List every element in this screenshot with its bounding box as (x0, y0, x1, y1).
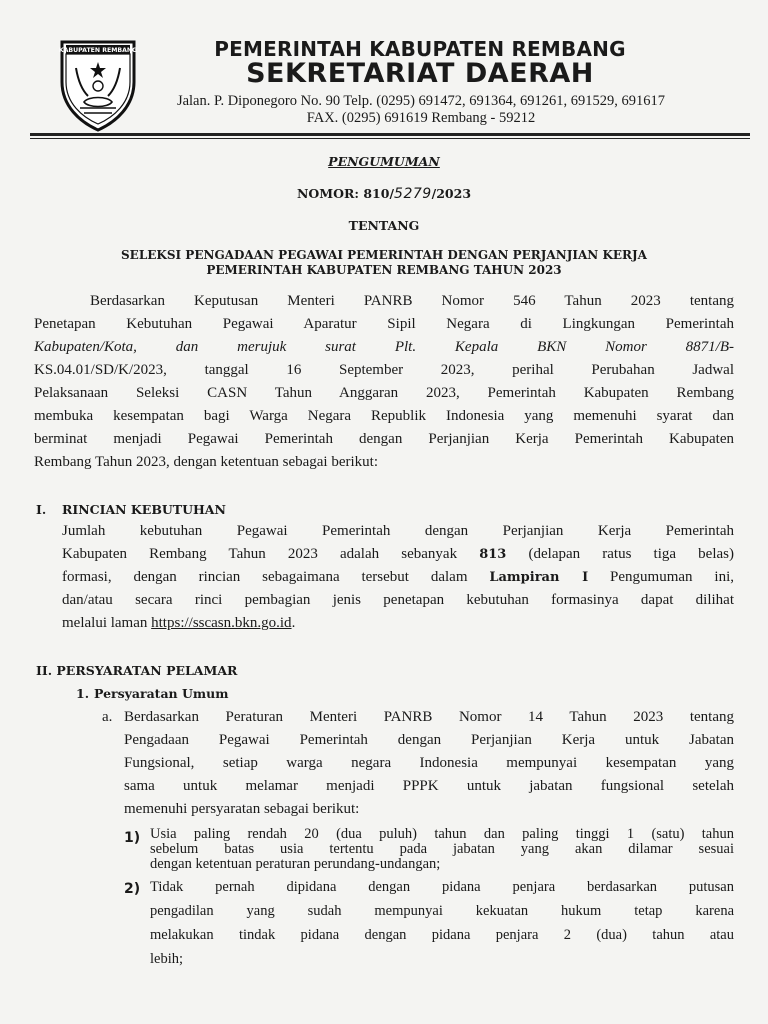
announcement-heading: PENGUMUMAN (328, 154, 440, 169)
paragraph-line: Kabupaten/Kota, dan merujuk surat Plt. Kepala BKN Nomor 8871/B- (34, 339, 734, 355)
paragraph-line: Usia paling rendah 20 (dua puluh) tahun dan paling tinggi 1 (satu) tahun (150, 826, 734, 842)
paragraph-line: berminat menjadi Pegawai Pemerintah dengan Perjanjian Kerja Pemerintah Kabupaten (34, 431, 734, 447)
section-body-rincian (62, 520, 734, 635)
paragraph-line: Jumlah kebutuhan Pegawai Pemerintah dengan Perjanjian Kerja Pemerintah (62, 523, 734, 539)
subsection-heading-umum (76, 686, 228, 701)
paragraph-line: Pelaksanaan Seleksi CASN Tahun Anggaran 2023, Pemerintah Kabupaten Rembang (34, 385, 734, 401)
section-heading-persyaratan (36, 663, 237, 678)
subsection-title: Persyaratan Umum (94, 686, 229, 701)
paragraph-line: sebelum batas usia tertentu pada jabatan yang akan dilamar sesuai (150, 841, 734, 857)
paragraph-line: dan/atau secara rinci pembagian jenis penetapan kebutuhan formasinya dapat dilihat (62, 592, 734, 608)
number-suffix: /2023 (431, 186, 472, 201)
intro-paragraph (34, 290, 734, 474)
office-fax: FAX. (0295) 691619 Rembang - 59212 (306, 110, 536, 126)
subject-line: PEMERINTAH KABUPATEN REMBANG TAHUN 2023 (206, 263, 562, 277)
list-item-a (124, 706, 734, 821)
announcement-subject (40, 248, 728, 278)
emblem-label: KABUPATEN REMBANG (58, 47, 138, 54)
paragraph-line: dengan ketentuan peraturan perundang-undangan; (150, 856, 441, 872)
section-heading-rincian (36, 502, 226, 517)
paragraph-line: Penetapan Kebutuhan Pegawai Aparatur Sipil Negara di Lingkungan Pemerintah (34, 316, 734, 332)
section-number: II. (36, 663, 53, 678)
subject-line: SELEKSI PENGADAAN PEGAWAI PEMERINTAH DENGAN PERJANJIAN KERJA (121, 248, 647, 262)
paragraph-line: pengadilan yang sudah mempunyai kekuatan hukum tetap karena (150, 903, 734, 919)
letterhead-divider (30, 133, 750, 136)
handwritten-number: 5279 (394, 186, 432, 202)
regency-emblem-icon (58, 38, 138, 132)
section-title: PERSYARATAN PELAMAR (56, 663, 238, 678)
paragraph-line: Rembang Tahun 2023, dengan ketentuan sebagai berikut: (34, 454, 378, 470)
list-label: 1) (124, 830, 141, 846)
list-label: 2) (124, 881, 141, 897)
paragraph-line: melalui laman https://sscasn.bkn.go.id. (62, 615, 296, 631)
paragraph-line: Kabupaten Rembang Tahun 2023 adalah sebanyak 813 (delapan ratus tiga belas) (62, 546, 734, 562)
office-name: SEKRETARIAT DAERAH (246, 58, 594, 89)
paragraph-line: Berdasarkan Peraturan Menteri PANRB Nomor 14 Tahun 2023 tentang (124, 709, 734, 725)
paragraph-line: Pengadaan Pegawai Pemerintah dengan Perjanjian Kerja untuk Jabatan (124, 732, 734, 748)
paragraph-line: memenuhi persyaratan sebagai berikut: (124, 801, 360, 817)
office-address: Jalan. P. Diponegoro No. 90 Telp. (0295) 691472, 691364, 691261, 691529, 691617 (176, 93, 666, 109)
letterhead-divider-thin (30, 138, 750, 139)
sscasn-link[interactable]: https://sscasn.bkn.go.id (151, 615, 292, 631)
paragraph-line: Fungsional, setiap warga negara Indonesia mempunyai kesempatan yang (124, 755, 734, 771)
quota-count: 813 (479, 547, 507, 562)
paragraph-line: formasi, dengan rincian sebagaimana tersebut dalam Lampiran I Pengumuman ini, (62, 569, 734, 585)
paragraph-line: KS.04.01/SD/K/2023, tanggal 16 September 2023, perihal Perubahan Jadwal (34, 362, 734, 378)
subsection-number: 1. (76, 686, 90, 701)
government-name: PEMERINTAH KABUPATEN REMBANG (214, 37, 626, 61)
requirement-item-2 (150, 875, 734, 971)
paragraph-line: membuka kesempatan bagi Warga Negara Republik Indonesia yang memenuhi syarat dan (34, 408, 734, 424)
paragraph-line: sama untuk melamar menjadi PPPK untuk jabatan fungsional setelah (124, 778, 734, 794)
paragraph-line: melakukan tindak pidana dengan pidana penjara 2 (dua) tahun atau (150, 927, 734, 943)
paragraph-line: lebih; (150, 951, 184, 967)
requirement-item-1 (150, 827, 734, 872)
about-label: TENTANG (348, 218, 420, 233)
section-title: RINCIAN KEBUTUHAN (62, 502, 226, 517)
attachment-ref: Lampiran I (489, 570, 589, 585)
number-prefix: NOMOR: 810/ (296, 186, 395, 201)
paragraph-line: Berdasarkan Keputusan Menteri PANRB Nomor 546 Tahun 2023 tentang (90, 293, 734, 309)
list-label: a. (102, 709, 113, 725)
announcement-number (0, 186, 768, 202)
section-number: I. (36, 502, 47, 517)
paragraph-line: Tidak pernah dipidana dengan pidana penjara berdasarkan putusan (150, 879, 734, 895)
